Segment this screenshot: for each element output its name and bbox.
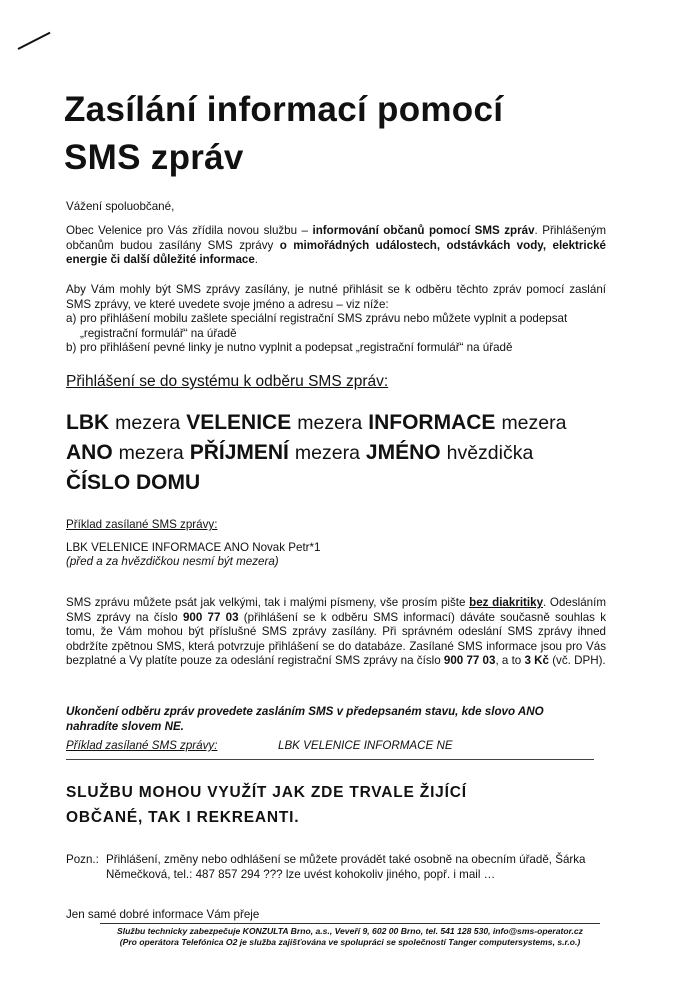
- example-sms: LBK VELENICE INFORMACE ANO Novak Petr*1: [66, 541, 321, 554]
- page-title: [64, 86, 624, 182]
- slogan-line-2: OBČANÉ, TAK I REKREANTI.: [66, 809, 300, 826]
- footer-divider: [100, 923, 600, 924]
- slogan: [66, 780, 586, 830]
- sms-format-row-3: [66, 468, 626, 498]
- details-number-1: 900 77 03: [182, 610, 239, 624]
- intro-text-1: Obec Velenice pro Vás zřídila novou službu –: [66, 224, 313, 237]
- intro-bold-2: o mimořádných událostech, odstávkách vody, elektrické energie či další důležité informace: [66, 238, 606, 267]
- sms-format-row-1: [66, 408, 626, 438]
- sms-format: [66, 408, 626, 498]
- note-label: Pozn.:: [66, 853, 99, 866]
- section-heading: Přihlášení se do systému k odběru SMS zpráv:: [66, 373, 389, 390]
- unsubscribe-text: Ukončení odběru zpráv provedete zasláním SMS v předepsaném stavu, kde slovo ANO nahradíte slovem NE.: [66, 705, 544, 733]
- details-text-4: , a to: [495, 654, 525, 668]
- title-line-1: Zasílání informací pomocí: [64, 90, 504, 129]
- details-no-diacritics: bez diakritiky: [469, 596, 544, 609]
- intro-bold-1: informování občanů pomocí SMS zpráv: [312, 224, 535, 237]
- list-marker-b: b): [66, 341, 77, 355]
- format-word-velenice: VELENICE: [186, 411, 292, 434]
- format-word-ano: ANO: [66, 441, 113, 464]
- intro-text-2: . Přihlášeným občanům budou zasílány SMS zprávy: [66, 224, 607, 252]
- list-marker-a: a): [66, 312, 77, 326]
- format-word-informace: INFORMACE: [368, 411, 496, 434]
- unsubscribe-example: [66, 739, 606, 752]
- how-to-paragraph: [66, 283, 606, 356]
- format-word-cislo-domu: ČÍSLO DOMU: [66, 471, 201, 494]
- footer-line-2: (Pro operátora Telefónica O2 je služba zajišťována ve spolupráci se společností Tanger computersystems, s.r.o.): [119, 937, 581, 947]
- details-price: 3 Kč: [524, 654, 549, 668]
- details-text-2: . Odesláním SMS zprávy na číslo: [66, 596, 606, 624]
- format-sep-4: mezera: [118, 442, 184, 464]
- format-sep-3: mezera: [501, 412, 567, 434]
- details-text-3: (přihlášení se k odběru SMS informací) dáváte současně souhlas k tomu, že Vám mohou být příslušné SMS zprávy zasílány. Při správném odeslání SMS zprávy ihned obdržíte zpětnou SMS, která potvrzuje přihlášení se do databáze. Zasílané SMS informace jsou pro Vás bezplatné a Vy platíte pouze za odeslání registrační SMS zprávy na číslo: [66, 610, 607, 668]
- format-star: hvězdička: [446, 442, 534, 464]
- list-text-a: pro přihlášení mobilu zašlete speciální registrační SMS zprávu nebo můžete vyplnit a podepsat „registrační formulář“ na úřadě: [80, 312, 568, 340]
- note-text: Přihlášení, změny nebo odhlášení se můžete provádět také osobně na obecním úřadě, Šárka Němečková, tel.: 487 857 294 ??? lze uvést kohokoliv jiného, popř. i mail …: [106, 853, 586, 881]
- format-sep-1: mezera: [115, 412, 181, 434]
- example-note: (před a za hvězdičkou nesmí být mezera): [66, 555, 279, 568]
- unsubscribe-example-sms: LBK VELENICE INFORMACE NE: [278, 739, 453, 752]
- format-sep-2: mezera: [297, 412, 363, 434]
- closing-line: Jen samé dobré informace Vám přeje: [66, 908, 260, 921]
- intro-text-3: .: [254, 253, 259, 267]
- unsubscribe-example-label: Příklad zasílané SMS zprávy:: [66, 739, 218, 752]
- slogan-line-1: SLUŽBU MOHOU VYUŽÍT JAK ZDE TRVALE ŽIJÍCÍ: [66, 784, 467, 801]
- intro-paragraph: [66, 224, 606, 268]
- footer: [70, 926, 630, 948]
- example-label: Příklad zasílané SMS zprávy:: [66, 518, 218, 531]
- format-word-prijmeni: PŘÍJMENÍ: [189, 441, 289, 464]
- divider-line: [66, 759, 594, 760]
- list-item-b: [66, 341, 606, 356]
- how-to-text: Aby Vám mohly být SMS zprávy zasílány, je nutné přihlásit se k odběru těchto zpráv pomocí zaslání SMS zprávy, ve které uvedete svoje jméno a adresu – viz níže:: [66, 283, 606, 311]
- list-text-b: pro přihlášení pevné linky je nutno vyplnit a podepsat „registrační formulář“ na úřadě: [80, 341, 513, 355]
- greeting: Vážení spoluobčané,: [66, 200, 175, 213]
- format-word-jmeno: JMÉNO: [365, 441, 441, 464]
- format-sep-5: mezera: [294, 442, 360, 464]
- details-number-2: 900 77 03: [443, 654, 496, 668]
- details-text-1: SMS zprávu můžete psát jak velkými, tak i malými písmeny, vše prosím pište: [66, 596, 470, 609]
- details-text-5: (vč. DPH).: [548, 654, 606, 668]
- title-line-2: SMS zpráv: [64, 138, 244, 177]
- scan-pen-mark: [18, 32, 51, 50]
- sms-format-row-2: [66, 438, 626, 468]
- format-word-lbk: LBK: [66, 411, 110, 434]
- details-paragraph: [66, 596, 606, 669]
- list-item-a: [66, 312, 606, 341]
- footer-line-1: Službu technicky zabezpečuje KONZULTA Brno, a.s., Veveří 9, 602 00 Brno, tel. 541 128 530, info@sms-operator.cz: [117, 926, 583, 936]
